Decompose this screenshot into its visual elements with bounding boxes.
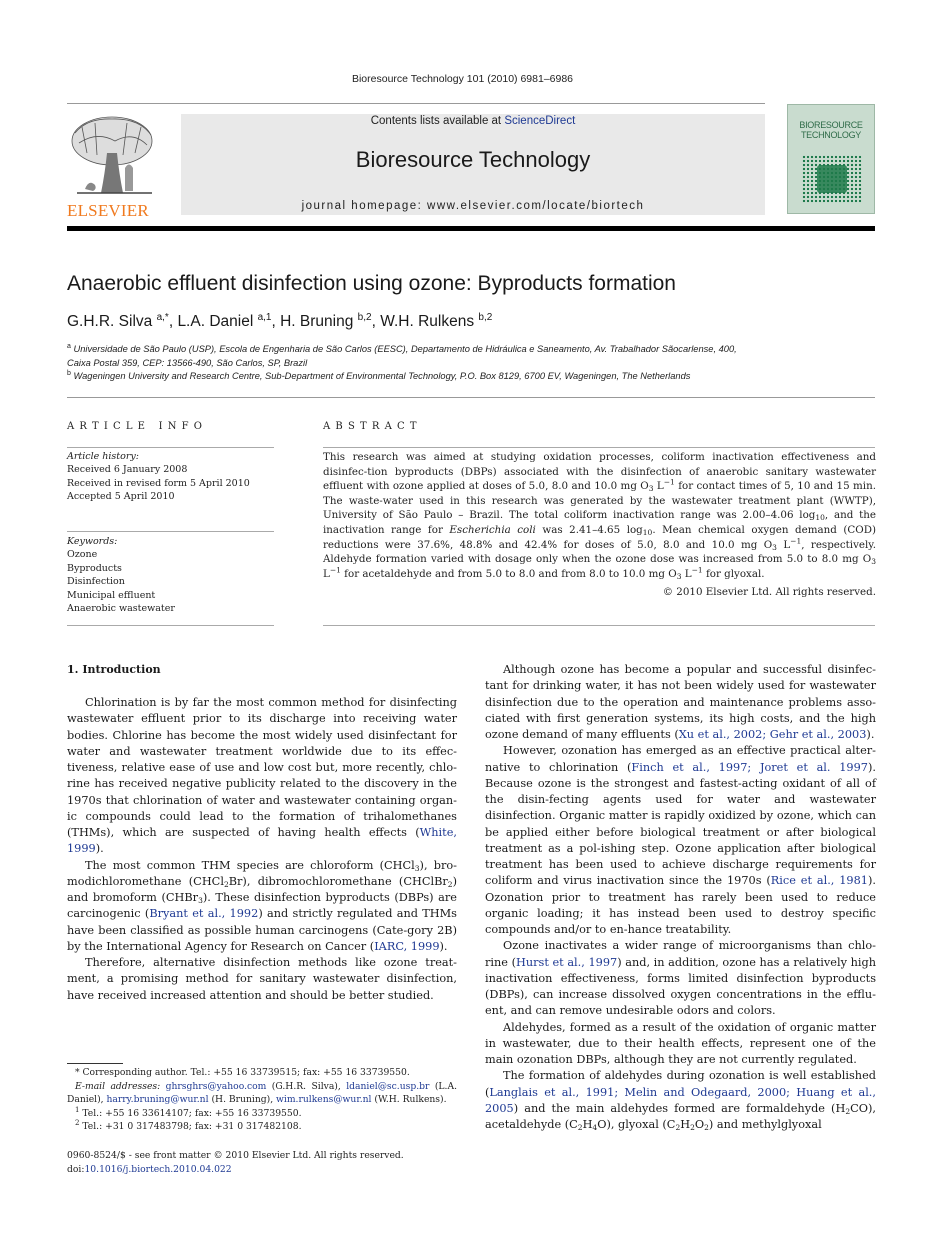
- divider: [67, 397, 875, 398]
- paragraph: Although ozone has become a popular and successful disinfec-tant for drinking water, it has not been widely used for wastewater disinfection due to the operation and maintenance problems asso-ciated with first generation systems, its high costs, and the high ozone demand of many effluents (Xu et al., 2002; Gehr et al., 2003).: [485, 663, 876, 741]
- paragraph: Aldehydes, formed as a result of the oxidation of organic matter in wastewater, due to their health effects, represent one of the main ozonation DBPs, although they are not currently regulated.: [485, 1020, 876, 1066]
- keywords: [67, 535, 175, 615]
- keyword-item: Municipal effluent: [67, 589, 156, 601]
- paragraph: However, ozonation has emerged as an effective practical alter-native to chlorination (Finch et al., 1997; Joret et al. 1997). Because ozone is the strongest and fastest-acting oxidant of all of the disin-fecting agents used for water and wastewater disinfection. Organic matter is rapidly oxidized by ozone, which can be applied either before biological treatment or after biological treatment as a pol-ishing step. Ozone application after biological treatment has been used to achieve discharge requirements for coliform and virus inactivation since the 1970s (Rice et al., 1981). Ozonation prior to treatment has rarely been used to reduce organic loading; it has instead been used to destroy specific compounds and/or to en-hance treatability.: [485, 744, 876, 936]
- elsevier-tree-icon: [67, 113, 157, 198]
- cover-title: [788, 120, 874, 140]
- history-item: Received 6 January 2008: [67, 464, 188, 476]
- footnote-divider: [67, 1063, 123, 1064]
- footnote-emails: E-mail addresses: ghrsghrs@yahoo.com (G.H.R. Silva), ldaniel@sc.usp.br (L.A. Daniel), harry.bruning@wur.nl (H. Bruning), wim.rulkens@wur.nl (W.H. Rulkens).: [67, 1080, 457, 1106]
- affiliation-text: Wageningen University and Research Centre, Sub-Department of Environmental Technology, P.O. Box 8129, 6700 EV, Wageningen, The Netherlands: [73, 371, 691, 381]
- footnote-1: $^1$ Tel.: +55 16 33614107; fax: +55 16 33739550.: [75, 1105, 302, 1119]
- author-affil-mark[interactable]: b,2: [357, 311, 372, 323]
- citation-link[interactable]: Langlais et al., 1991; Melin and Odegaard, 2000; Huang et al., 2005: [485, 1085, 876, 1115]
- journal-title[interactable]: Bioresource Technology: [355, 147, 591, 172]
- email-link[interactable]: ldaniel@sc.usp.br: [346, 1080, 430, 1092]
- divider: [323, 625, 875, 626]
- citation-link[interactable]: Bryant et al., 1992: [149, 907, 259, 921]
- contents-line: [181, 115, 765, 127]
- issn-line: 0960-8524/$ - see front matter © 2010 Elsevier Ltd. All rights reserved.: [67, 1150, 404, 1161]
- doi-line: doi:10.1016/j.biortech.2010.04.022: [67, 1163, 232, 1175]
- author-affil-mark[interactable]: b,2: [478, 311, 493, 323]
- footnote-2: $^2$ Tel.: +31 0 317483798; fax: +31 0 317482108.: [75, 1119, 302, 1133]
- paragraph: The most common THM species are chloroform (CHCl$_3$), bro-modichloromethane (CHCl$_2$Br), dibromochloromethane (CHClBr$_2$) and bromoform (CHBr$_3$). These disinfection byproducts (DBPs) are carcinogenic (Bryant et al., 1992) and strictly regulated and THMs have been classified as possible human carcinogens (Cate-gory 2B) by the International Agency for Research on Cancer (IARC, 1999).: [67, 858, 457, 953]
- keywords-label: Keywords:: [67, 536, 118, 547]
- elsevier-logo[interactable]: [67, 113, 159, 220]
- keyword-item: Byproducts: [67, 562, 122, 574]
- author-name[interactable]: L.A. Daniel: [177, 313, 254, 330]
- citation-link[interactable]: Xu et al., 2002; Gehr et al., 2003: [678, 728, 867, 741]
- cover-pattern-center: [817, 165, 847, 193]
- divider: [67, 103, 765, 104]
- page-footer: [67, 1149, 467, 1176]
- sciencedirect-link[interactable]: ScienceDirect: [504, 115, 576, 127]
- author-affil-mark[interactable]: a,1: [257, 311, 272, 323]
- author-name[interactable]: H. Bruning: [280, 313, 354, 330]
- citation-link[interactable]: Hurst et al., 1997: [516, 955, 618, 969]
- doi-link[interactable]: 10.1016/j.biortech.2010.04.022: [84, 1163, 232, 1175]
- section-heading-introduction: 1. Introduction: [67, 663, 161, 676]
- keyword-item: Anaerobic wastewater: [67, 603, 175, 615]
- abstract-heading: ABSTRACT: [323, 421, 422, 432]
- citation-link[interactable]: Finch et al., 1997; Joret et al. 1997: [631, 760, 868, 774]
- running-head: Bioresource Technology 101 (2010) 6981–6986: [351, 73, 574, 85]
- keyword-item: Ozone: [67, 549, 98, 561]
- citation-link[interactable]: White, 1999: [67, 826, 457, 856]
- divider: [67, 447, 274, 448]
- footnote-corresponding: * Corresponding author. Tel.: +55 16 33739515; fax: +55 16 33739550.: [75, 1067, 410, 1078]
- affiliation-mark: b: [67, 369, 71, 377]
- paragraph: The formation of aldehydes during ozonation is well established (Langlais et al., 1991; Melin and Odegaard, 2000; Huang et al., 2005) and the main aldehydes formed are formaldehyde $(H_2CO)$, acetaldehyde $(C_2H_4O)$, glyoxal $(C_2H_2O_2)$ and methylglyoxal: [485, 1069, 876, 1132]
- email-link[interactable]: ghrsghrs@yahoo.com: [165, 1080, 267, 1092]
- cover-title-line: TECHNOLOGY: [800, 130, 861, 140]
- article-info-heading: ARTICLE INFO: [67, 421, 208, 432]
- contents-label: Contents lists available at: [370, 115, 505, 127]
- author-name[interactable]: W.H. Rulkens: [380, 313, 475, 330]
- citation-link[interactable]: IARC, 1999: [374, 939, 440, 953]
- article-history: [67, 450, 250, 504]
- email-link[interactable]: wim.rulkens@wur.nl: [276, 1094, 372, 1106]
- divider: [323, 447, 875, 448]
- paragraph: Chlorination is by far the most common method for disinfecting wastewater effluent prior to its discharge into receiving water bodies. Chlorine has become the most widely used disinfectant for water and wastewater treatment worldwide due to its effec-tiveness, relative ease of use and low cost but, more recently, chlo-rine has received negative publicity related to the discovery in the 1970s that chlorination of water and wastewater containing organ-ic compounds could lead to the formation of trihalomethanes (THMs), which are suspected of having health effects (White, 1999).: [67, 696, 457, 856]
- author-name[interactable]: G.H.R. Silva: [67, 313, 153, 330]
- affiliation-text: Caixa Postal 359, CEP: 13566-490, São Carlos, SP, Brazil: [67, 357, 308, 368]
- abstract-copyright: © 2010 Elsevier Ltd. All rights reserved.: [662, 586, 876, 598]
- header-divider: [67, 226, 875, 231]
- history-item: Received in revised form 5 April 2010: [67, 477, 250, 489]
- email-link[interactable]: harry.bruning@wur.nl: [106, 1094, 209, 1106]
- body-column-left: [67, 695, 457, 1004]
- author-list: G.H.R. Silva $^{a,*}$, L.A. Daniel $^{a,1}$, H. Bruning $^{b,2}$, W.H. Rulkens $^{b,2}$: [67, 311, 493, 330]
- body-column-right: [485, 662, 876, 1133]
- affiliation-a: [67, 343, 737, 370]
- paragraph: Ozone inactivates a wider range of microorganisms than chlo-rine (Hurst et al., 1997) and, in addition, ozone has a relatively high inactivation effectiveness, forms limited disinfection byproducts (DBPs), can increase dissolved oxygen concentrations in the efflu-ent, and can remove undesirable odors and colors.: [485, 939, 876, 1018]
- elsevier-wordmark: ELSEVIER: [67, 201, 149, 220]
- journal-banner: [181, 114, 765, 215]
- journal-homepage-link[interactable]: journal homepage: www.elsevier.com/locate/biortech: [301, 200, 645, 212]
- citation-link[interactable]: Rice et al., 1981: [770, 874, 868, 888]
- divider: [67, 531, 274, 532]
- keyword-item: Disinfection: [67, 576, 125, 588]
- affiliation-mark: a: [67, 342, 71, 350]
- paragraph: Therefore, alternative disinfection methods like ozone treat-ment, a promising method for sanitary wastewater disinfection, have received increased attention and should be better studied.: [67, 956, 457, 1002]
- affiliation-text: Universidade de São Paulo (USP), Escola de Engenharia de São Carlos (EESC), Departamento de Hidráulica e Saneamento, Av. Trabalhador Sãocarlense, 400,: [73, 344, 737, 354]
- history-item: Accepted 5 April 2010: [67, 491, 175, 503]
- article-title: Anaerobic effluent disinfection using ozone: Byproducts formation: [67, 272, 676, 295]
- abstract-body: This research was aimed at studying oxidation processes, coliform inactivation effectiveness and disinfec-tion byproducts (DBPs) associated with the disinfection of anaerobic sanitary wastewater effluent with ozone applied at doses of 5.0, 8.0 and 10.0 mg $O_3$ $L^{-1}$ for contact times of 5, 10 and 15 min. The waste-water used in this research was generated by the wastewater treatment plant (WWTP), University of São Paulo – Brazil. The total coliform inactivation range was 2.00–4.06 $\log_{10}$, and the inactivation range for Escherichia coli was 2.41–4.65 $\log_{10}$. Mean chemical oxygen demand (COD) reductions were 37.6%, 48.8% and 42.4% for doses of 5.0, 8.0 and 10.0 mg $O_3$ $L^{-1}$, respectively. Aldehyde formation varied with dosage only when the ozone dose was increased from 5.0 to 8.0 mg $O_3$ $L^{-1}$ for acetaldehyde and from 5.0 to 8.0 and from 8.0 to 10.0 mg $O_3$ $L^{-1}$ for glyoxal.: [323, 451, 877, 581]
- affiliation-b: [67, 370, 690, 384]
- cover-title-line: BIORESOURCE: [799, 120, 863, 130]
- journal-cover-thumbnail[interactable]: [787, 104, 875, 214]
- author-affil-mark[interactable]: a,*: [156, 311, 169, 323]
- divider: [67, 625, 274, 626]
- history-label: Article history:: [67, 451, 139, 462]
- footnotes: [67, 1066, 457, 1134]
